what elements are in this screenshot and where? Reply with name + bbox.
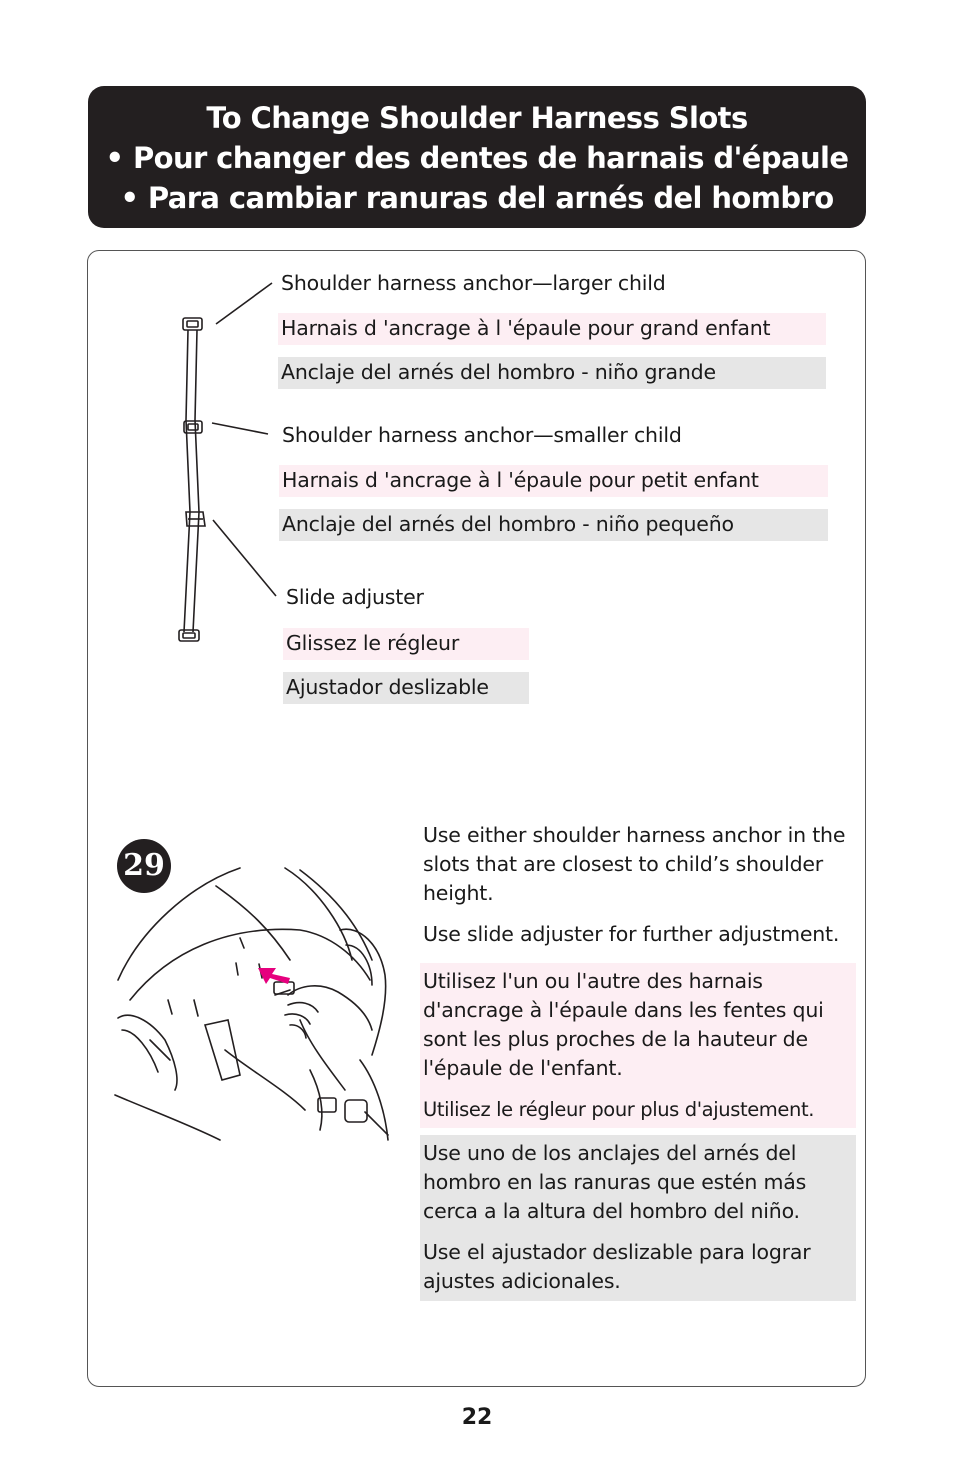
anchor-large-label-fr: Harnais d 'ancrage à l 'épaule pour grand enfant: [278, 313, 826, 345]
car-seat-illustration: [112, 865, 402, 1145]
harness-strap-illustration: [170, 270, 280, 660]
instruction-es-p1: Use uno de los anclajes del arnés del hombro en las ranuras que estén más cerca a la altura del hombro del niño.: [423, 1141, 807, 1223]
anchor-large-label-es: Anclaje del arnés del hombro - niño grande: [278, 357, 826, 389]
instruction-en-p1: Use either shoulder harness anchor in the slots that are closest to child’s shoulder height.: [423, 823, 846, 905]
slide-adjuster-label-es: Ajustador deslizable: [283, 672, 529, 704]
instructions-spanish: [420, 1135, 856, 1301]
slide-adjuster-label-en: Slide adjuster: [286, 585, 424, 609]
step-number-badge: 29: [117, 839, 171, 893]
instruction-en-p2: Use slide adjuster for further adjustment.: [423, 922, 840, 946]
title-spanish: • Para cambiar ranuras del arnés del hombro: [120, 181, 834, 215]
insert-arrow-icon: [258, 968, 290, 984]
title-french: • Pour changer des dentes de harnais d'épaule: [105, 141, 849, 175]
title-english: To Change Shoulder Harness Slots: [206, 101, 748, 135]
page-number: 22: [461, 1405, 493, 1430]
instructions-english: [420, 817, 856, 957]
anchor-small-label-fr: Harnais d 'ancrage à l 'épaule pour petit enfant: [279, 465, 828, 497]
instructions-french: [420, 963, 856, 1128]
title-bar: [88, 86, 866, 228]
anchor-small-label-es: Anclaje del arnés del hombro - niño pequeño: [279, 509, 828, 541]
instruction-es-p2: Use el ajustador deslizable para lograr ajustes adicionales.: [423, 1240, 811, 1293]
instruction-fr-p2: Utilisez le régleur pour plus d'ajustement.: [423, 1098, 814, 1121]
anchor-large-label-en: Shoulder harness anchor—larger child: [281, 271, 666, 295]
instruction-fr-p1: Utilisez l'un ou l'autre des harnais d'ancrage à l'épaule dans les fentes qui sont les plus proches de la hauteur de l'épaule de l'enfant.: [423, 969, 824, 1080]
slide-adjuster-label-fr: Glissez le régleur: [283, 628, 529, 660]
anchor-small-label-en: Shoulder harness anchor—smaller child: [282, 423, 682, 447]
